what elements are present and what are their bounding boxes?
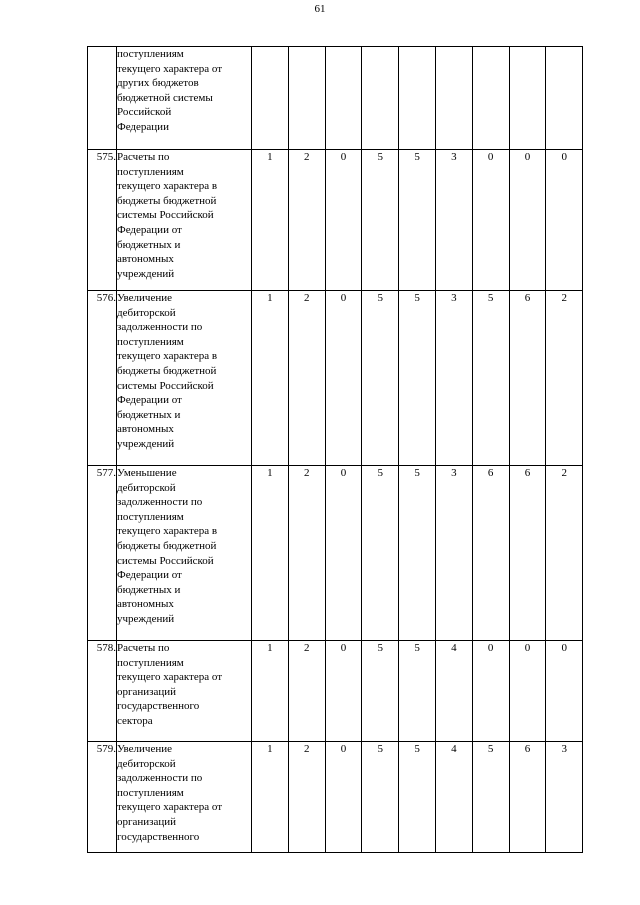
code-digit [325, 47, 362, 150]
account-name-line: учреждений [117, 612, 175, 625]
account-name-line: бюджеты бюджетной [117, 364, 217, 377]
code-digit [288, 47, 325, 150]
code-digit: 5 [399, 291, 436, 466]
account-name-line: учреждений [117, 267, 175, 280]
account-name-line: дебиторской [117, 306, 176, 319]
code-digit: 0 [509, 150, 546, 291]
account-name-line: поступлениям [117, 165, 184, 178]
account-name-line: задолженности по [117, 321, 203, 334]
code-digit [362, 47, 399, 150]
row-number [88, 47, 117, 150]
account-name-line: Российской [117, 106, 172, 119]
code-digit: 5 [362, 466, 399, 641]
code-digit: 2 [288, 742, 325, 853]
account-name-line: бюджетных и [117, 408, 181, 421]
account-name-line: текущего характера от [117, 62, 223, 75]
code-digit: 5 [362, 742, 399, 853]
code-digit: 5 [472, 291, 509, 466]
code-digit: 0 [546, 150, 583, 291]
code-digit: 5 [362, 641, 399, 742]
table-row [88, 742, 583, 853]
row-number: 579. [88, 742, 117, 853]
code-digit: 2 [546, 291, 583, 466]
account-name-line: государственного [117, 830, 200, 843]
code-digit: 0 [325, 466, 362, 641]
code-digit: 0 [325, 742, 362, 853]
code-digit [509, 47, 546, 150]
account-name-line: автономных [117, 253, 174, 266]
code-digit: 2 [288, 291, 325, 466]
code-digit [252, 47, 289, 150]
code-digit: 5 [362, 291, 399, 466]
account-name-line: текущего характера от [117, 671, 223, 684]
table-row [88, 291, 583, 466]
account-name-line: текущего характера в [117, 350, 218, 363]
code-digit [435, 47, 472, 150]
code-digit [546, 47, 583, 150]
account-name-line: автономных [117, 598, 174, 611]
code-digit: 0 [472, 641, 509, 742]
code-digit: 5 [399, 150, 436, 291]
code-digit: 6 [472, 466, 509, 641]
code-digit: 3 [435, 466, 472, 641]
code-digit: 6 [509, 742, 546, 853]
account-name-line: текущего характера в [117, 180, 218, 193]
account-name-line: бюджетной системы [117, 91, 213, 104]
account-name-line: поступлениям [117, 656, 184, 669]
code-digit: 0 [325, 291, 362, 466]
account-name-line: задолженности по [117, 772, 203, 785]
account-name [117, 150, 252, 291]
account-name-line: организаций [117, 815, 177, 828]
account-name [117, 466, 252, 641]
code-digit: 0 [472, 150, 509, 291]
account-name-line: системы Российской [117, 554, 214, 567]
code-digit: 1 [252, 150, 289, 291]
row-number: 575. [88, 150, 117, 291]
account-name-line: поступлениям [117, 510, 184, 523]
code-digit: 0 [325, 641, 362, 742]
account-name-line: поступлениям [117, 786, 184, 799]
code-digit: 0 [325, 150, 362, 291]
table-body [88, 47, 583, 853]
account-name [117, 291, 252, 466]
account-name-line: сектора [117, 714, 153, 727]
row-number: 578. [88, 641, 117, 742]
account-name [117, 47, 252, 150]
table-row [88, 641, 583, 742]
account-name-line: бюджетных и [117, 238, 181, 251]
account-name-line: Федерации [117, 120, 169, 133]
account-name-line: Увеличение [117, 292, 173, 304]
account-name-line: Увеличение [117, 743, 173, 755]
account-name-line: поступлениям [117, 48, 184, 60]
account-name-line: системы Российской [117, 209, 214, 222]
row-number: 577. [88, 466, 117, 641]
account-name-line: Федерации от [117, 223, 182, 236]
code-digit: 5 [362, 150, 399, 291]
account-name-line: Федерации от [117, 569, 182, 582]
account-name-line: других бюджетов [117, 77, 199, 90]
code-digit: 1 [252, 641, 289, 742]
code-digit: 6 [509, 466, 546, 641]
code-digit: 3 [435, 150, 472, 291]
account-name-line: дебиторской [117, 757, 176, 770]
code-digit: 1 [252, 742, 289, 853]
account-name [117, 641, 252, 742]
account-name-line: Федерации от [117, 394, 182, 407]
account-name-line: Расчеты по [117, 642, 170, 654]
account-name-line: системы Российской [117, 379, 214, 392]
code-digit: 0 [509, 641, 546, 742]
code-digit: 1 [252, 291, 289, 466]
code-digit: 2 [288, 641, 325, 742]
code-digit: 5 [472, 742, 509, 853]
code-digit: 3 [546, 742, 583, 853]
account-name-line: дебиторской [117, 481, 176, 494]
account-name-line: бюджеты бюджетной [117, 194, 217, 207]
account-name-line: поступлениям [117, 335, 184, 348]
code-digit: 5 [399, 742, 436, 853]
accounts-table [87, 46, 583, 853]
code-digit [399, 47, 436, 150]
code-digit: 6 [509, 291, 546, 466]
code-digit: 2 [288, 466, 325, 641]
account-name-line: организаций [117, 685, 177, 698]
account-name-line: задолженности по [117, 496, 203, 509]
account-name-line: Расчеты по [117, 151, 170, 163]
account-name-line: бюджетных и [117, 583, 181, 596]
account-name-line: Уменьшение [117, 467, 177, 479]
account-name-line: бюджеты бюджетной [117, 539, 217, 552]
code-digit: 4 [435, 641, 472, 742]
table-row [88, 150, 583, 291]
code-digit: 1 [252, 466, 289, 641]
account-name-line: автономных [117, 423, 174, 436]
code-digit: 4 [435, 742, 472, 853]
table-row [88, 466, 583, 641]
code-digit: 5 [399, 466, 436, 641]
code-digit: 5 [399, 641, 436, 742]
code-digit: 3 [435, 291, 472, 466]
code-digit: 2 [288, 150, 325, 291]
account-name-line: текущего характера от [117, 801, 223, 814]
code-digit: 0 [546, 641, 583, 742]
page-number: 61 [314, 3, 326, 15]
code-digit [472, 47, 509, 150]
account-name-line: государственного [117, 700, 200, 713]
account-name-line: учреждений [117, 437, 175, 450]
table-row [88, 47, 583, 150]
account-name-line: текущего характера в [117, 525, 218, 538]
row-number: 576. [88, 291, 117, 466]
code-digit: 2 [546, 466, 583, 641]
account-name [117, 742, 252, 853]
